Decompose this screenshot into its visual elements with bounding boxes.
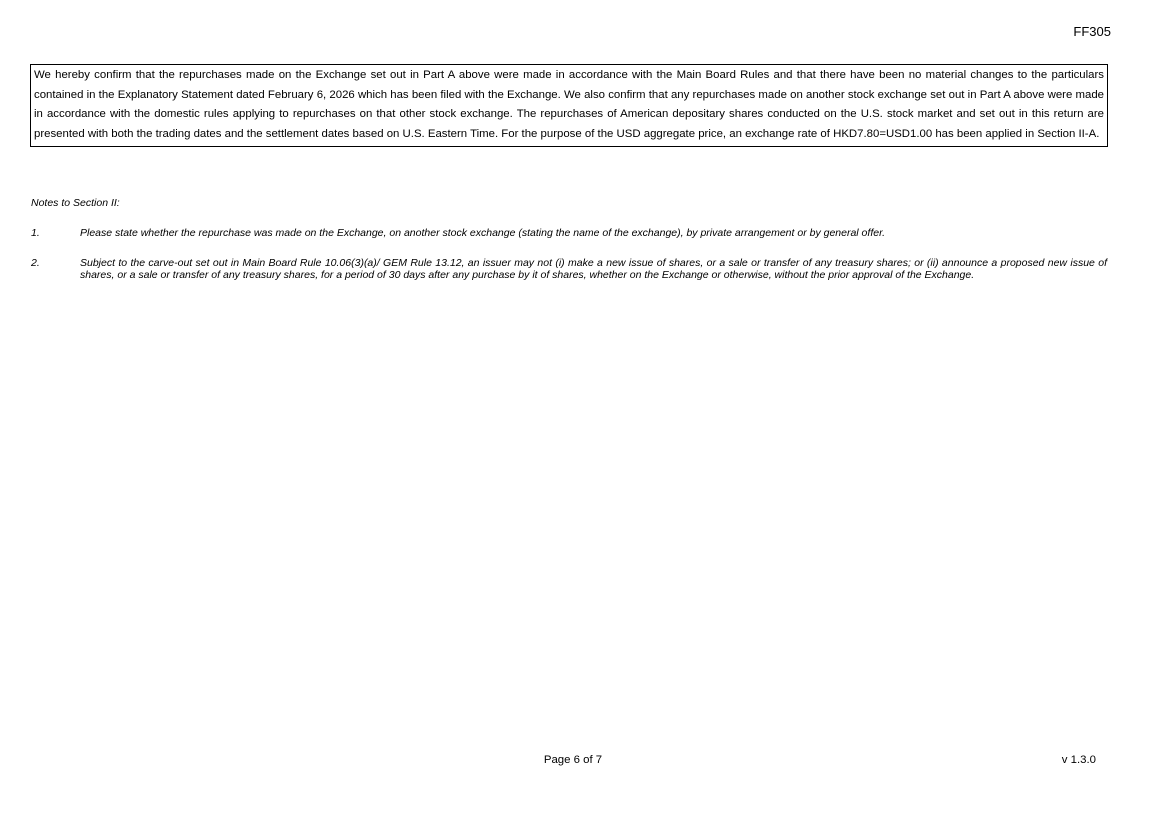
form-code: FF305 — [1073, 24, 1111, 39]
note-text: Please state whether the repurchase was made on the Exchange, on another stock exchange (stating the name of the exchange), by private arrangement or by general offer. — [80, 227, 886, 239]
page-number: Page 6 of 7 — [543, 754, 603, 766]
version-label: v 1.3.0 — [1061, 754, 1096, 766]
note-number: 2. — [31, 257, 40, 269]
confirmation-statement: We hereby confirm that the repurchases made on the Exchange set out in Part A above were made in accordance with the Main Board Rules and that there have been no material changes to the particulars contained in the Explanatory Statement dated February 6, 2026 which has been filed with the Exchange. We also confirm that any repurchases made on another stock exchange set out in Part A above were made in accordance with the domestic rules applying to repurchases on that other stock exchange. The repurchases of American depositary shares conducted on the U.S. stock market and set out in this return are presented with both the trading dates and the settlement dates based on U.S. Eastern Time. For the purpose of the USD aggregate price, an exchange rate of HKD7.80=USD1.00 has been applied in Section II-A. — [30, 64, 1108, 147]
note-number: 1. — [31, 227, 40, 239]
notes-title: Notes to Section II: — [31, 197, 120, 209]
note-item — [31, 228, 1107, 240]
note-text: Subject to the carve-out set out in Main Board Rule 10.06(3)(a)/ GEM Rule 13.12, an issuer may not (i) make a new issue of shares, or a sale or transfer of any treasury shares; or (ii) announce a proposed new issue of shares, or a sale or transfer of any treasury shares, for a period of 30 days after any purchase by it of shares, whether on the Exchange or otherwise, without the prior approval of the Exchange. — [80, 257, 1107, 281]
note-item — [31, 258, 1107, 281]
